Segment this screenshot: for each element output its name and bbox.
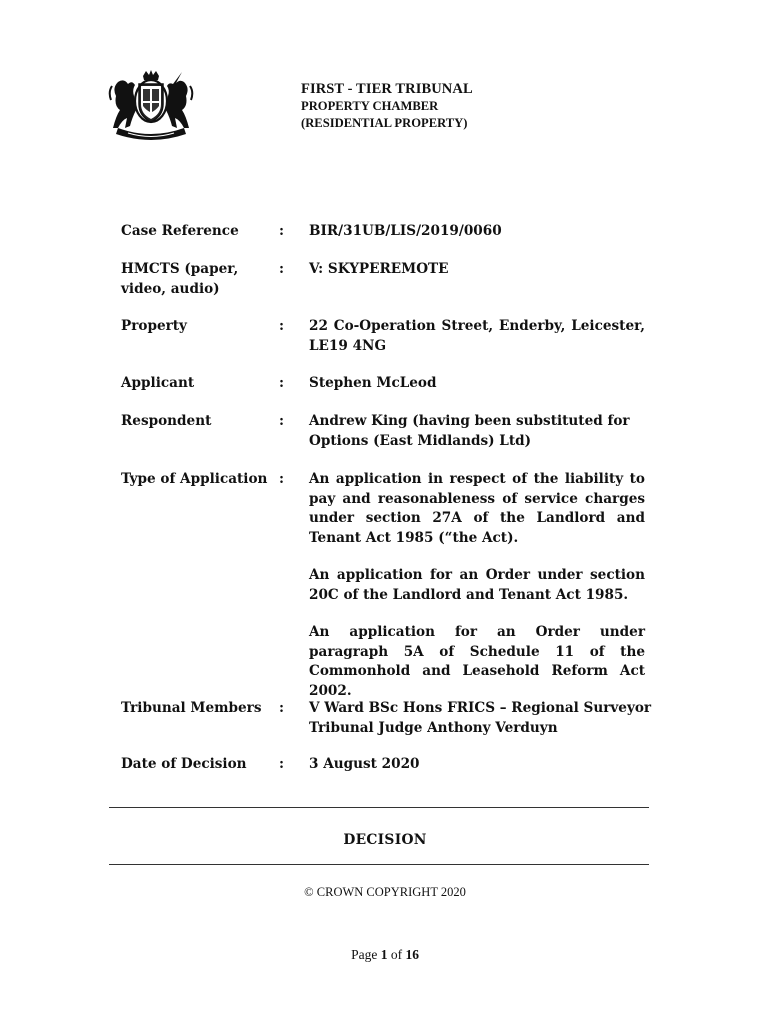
colon: : <box>279 261 285 277</box>
property-label: Property <box>121 318 187 334</box>
hmcts-label: HMCTS (paper, video, audio) <box>121 261 239 297</box>
type-of-application-label: Type of Application <box>121 471 268 487</box>
tribunal-header <box>301 80 661 132</box>
case-reference-label: Case Reference <box>121 223 239 239</box>
property-value: 22 Co-Operation Street, Enderby, Leicester, LE19 4NG <box>309 318 645 354</box>
tribunal-member: Tribunal Judge Anthony Verduyn <box>309 719 558 736</box>
colon: : <box>279 318 285 334</box>
decision-title: DECISION <box>343 832 427 848</box>
current-page: 1 <box>380 947 388 962</box>
page-number <box>0 947 770 963</box>
tribunal-members-label: Tribunal Members <box>121 700 262 716</box>
hmcts-value: V: SKYPEREMOTE <box>309 261 449 277</box>
date-of-decision-value: 3 August 2020 <box>309 756 420 772</box>
chamber-name: PROPERTY CHAMBER <box>301 99 439 113</box>
chamber-subtitle: (RESIDENTIAL PROPERTY) <box>301 116 468 130</box>
colon: : <box>279 413 285 429</box>
page-word: Page <box>351 947 378 962</box>
divider-top <box>109 807 649 808</box>
respondent-value: Andrew King (having been substituted for Options (East Midlands) Ltd) <box>309 413 630 449</box>
colon: : <box>279 223 285 239</box>
case-reference-value: BIR/31UB/LIS/2019/0060 <box>309 223 502 239</box>
of-word: of <box>390 947 403 962</box>
colon: : <box>279 700 285 716</box>
colon: : <box>279 375 285 391</box>
tribunal-member: V Ward BSc Hons FRICS – Regional Surveyor <box>309 700 652 716</box>
respondent-label: Respondent <box>121 413 212 429</box>
colon: : <box>279 471 285 487</box>
divider-bottom <box>109 864 649 865</box>
applicant-value: Stephen McLeod <box>309 375 437 391</box>
copyright-notice: © CROWN COPYRIGHT 2020 <box>304 885 466 899</box>
tribunal-name: FIRST - TIER TRIBUNAL <box>301 81 473 97</box>
application-paragraph: An application for an Order under section 20C of the Landlord and Tenant Act 1985. <box>309 567 645 603</box>
date-of-decision-label: Date of Decision <box>121 756 247 772</box>
type-of-application-value <box>309 470 645 701</box>
royal-coat-of-arms-icon <box>108 70 194 144</box>
application-paragraph: An application in respect of the liability to pay and reasonableness of service charges under section 27A of the Landlord and Tenant Act 1985 (“the Act). <box>309 471 645 546</box>
colon: : <box>279 756 285 772</box>
application-paragraph: An application for an Order under paragraph 5A of Schedule 11 of the Commonhold and Leasehold Reform Act 2002. <box>309 624 645 699</box>
applicant-label: Applicant <box>121 375 195 391</box>
tribunal-members-value <box>309 699 652 738</box>
total-pages: 16 <box>405 947 419 962</box>
